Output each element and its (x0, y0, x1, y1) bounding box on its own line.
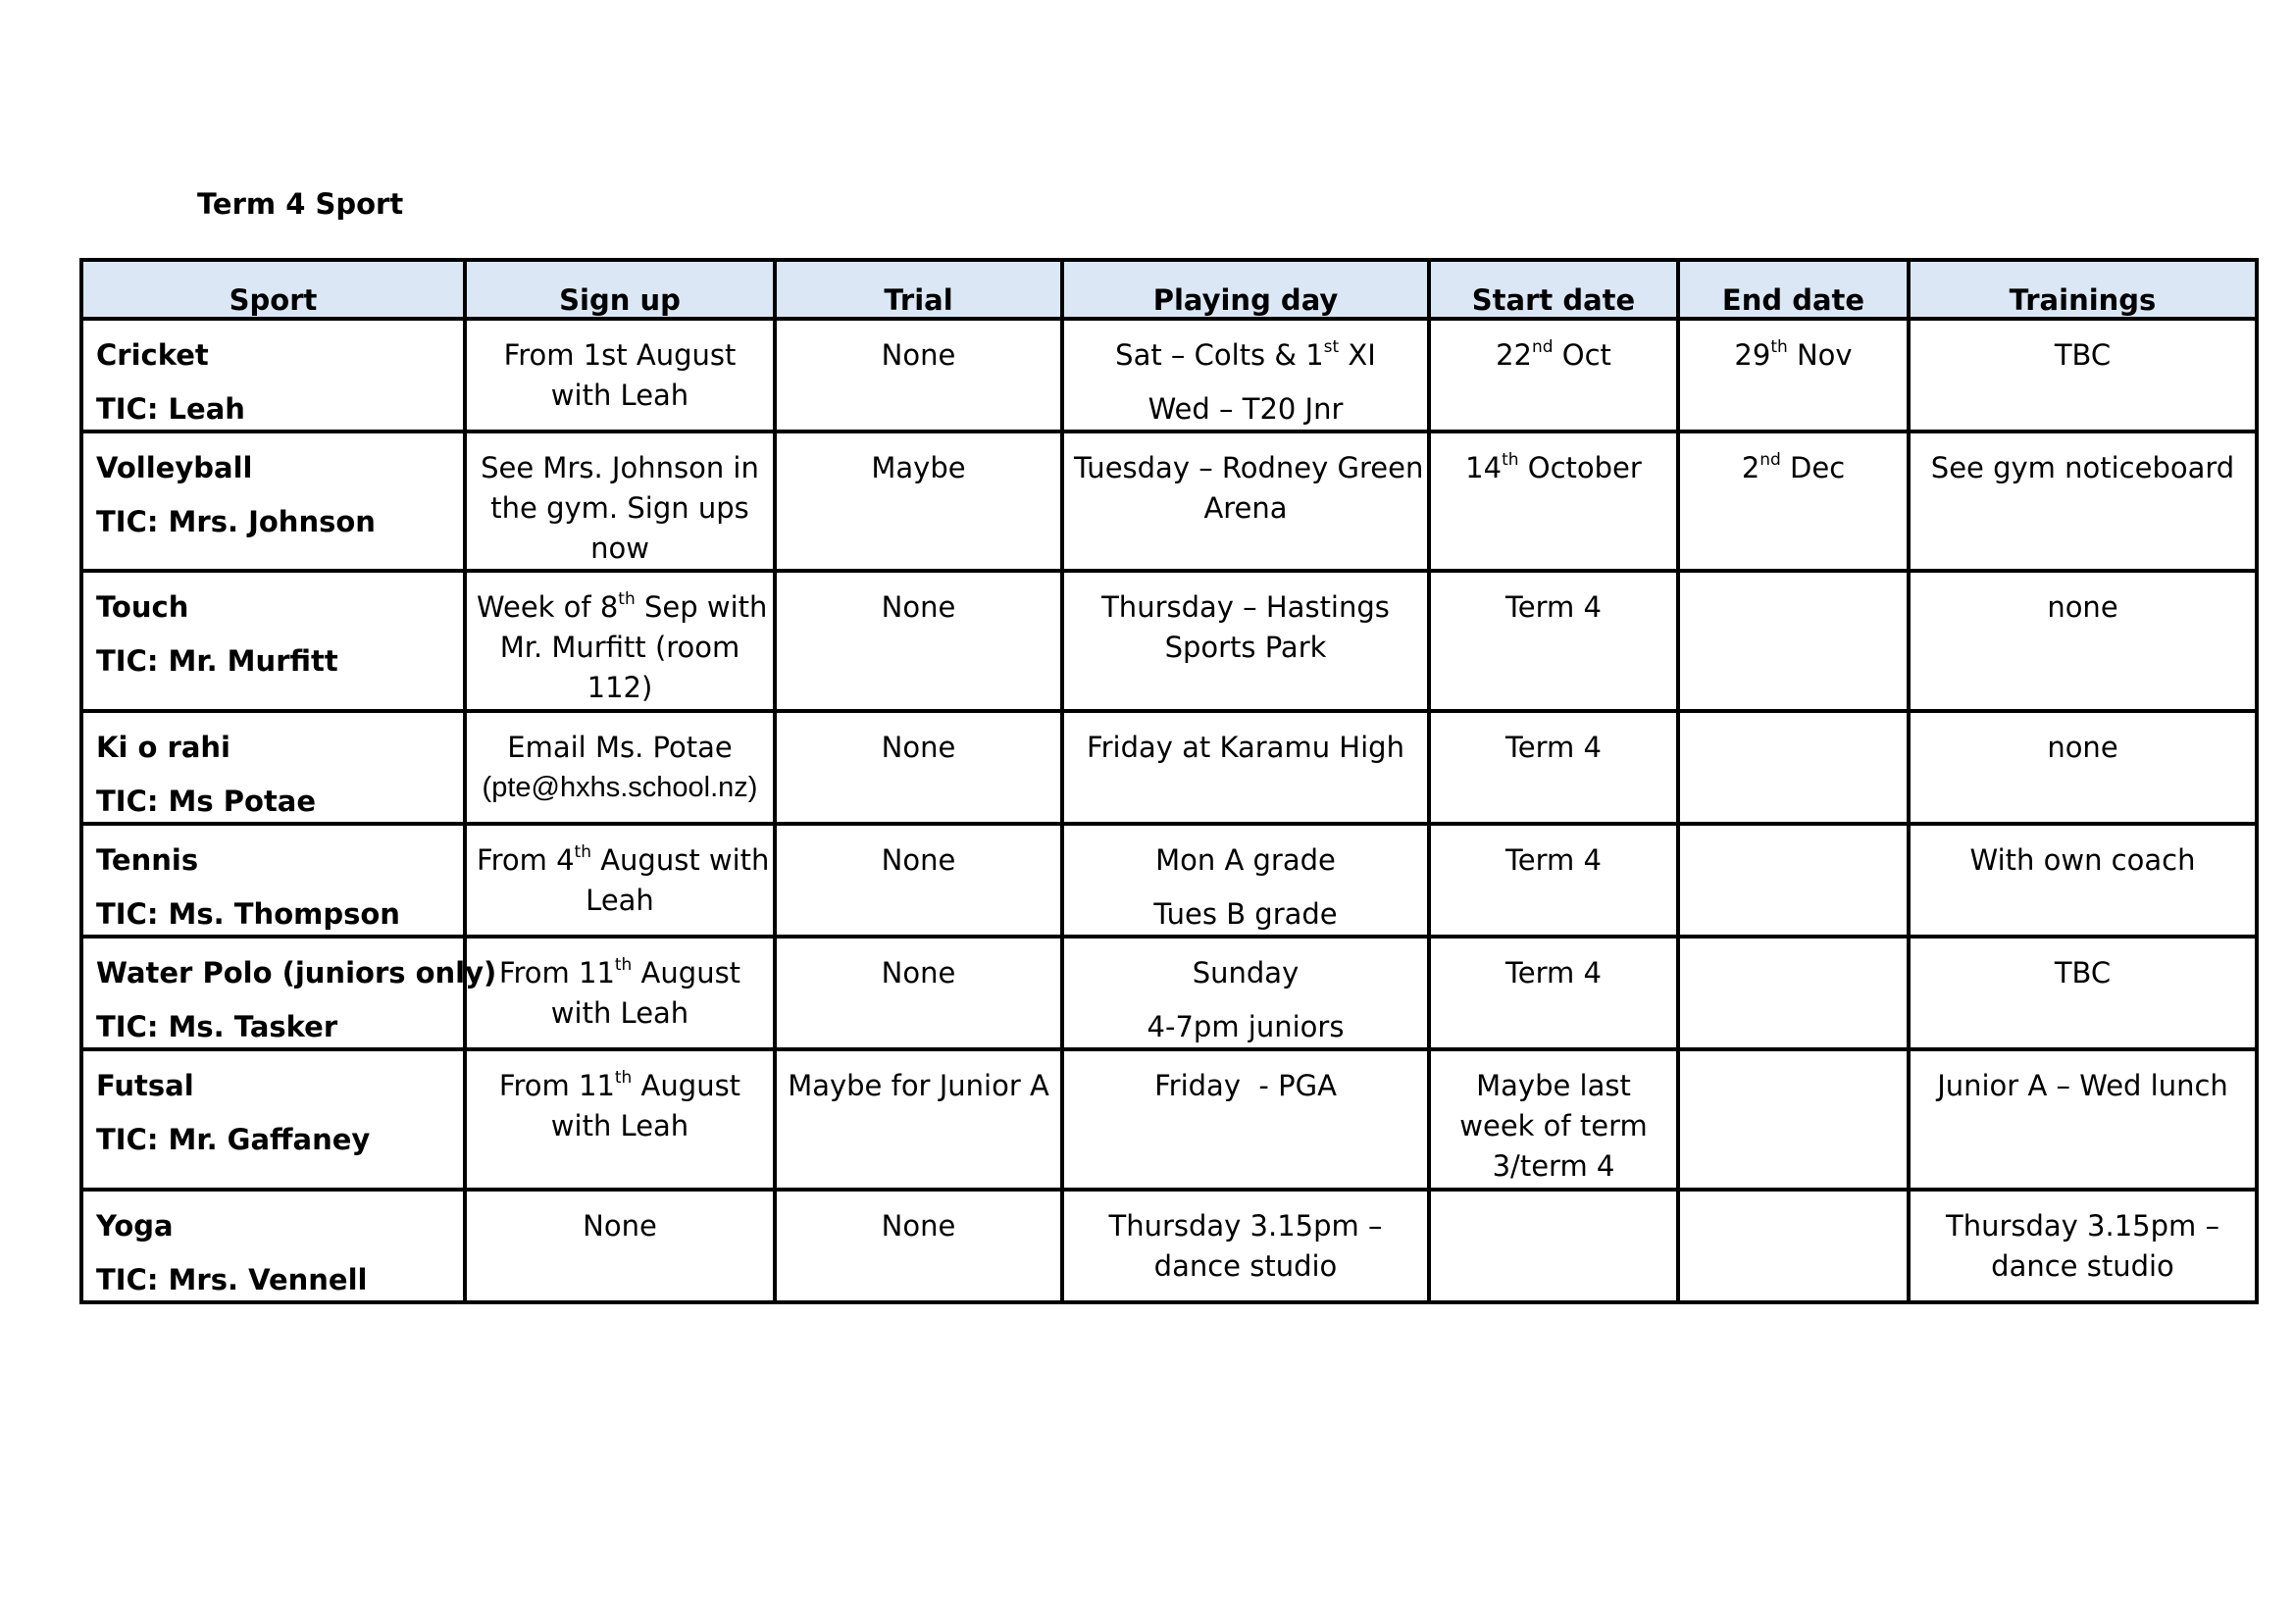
sport-cell (81, 824, 465, 937)
trainings-cell (1909, 319, 2257, 431)
start-date-cell (1429, 711, 1678, 824)
end-date-cell (1678, 431, 1909, 571)
playing-line: Tuesday – Rodney Green (1074, 451, 1424, 484)
tic-name: TIC: Ms. Thompson (96, 897, 400, 931)
header-row (81, 260, 2257, 319)
signup-line: None (583, 1209, 657, 1243)
start-date-cell (1429, 1049, 1678, 1190)
table-row (81, 711, 2257, 824)
trial-value: None (881, 843, 956, 877)
start-date-line: 3/term 4 (1492, 1149, 1615, 1183)
trainings-cell (1909, 431, 2257, 571)
table-row (81, 571, 2257, 711)
playing-line: 4-7pm juniors (1147, 1010, 1345, 1043)
start-date-cell (1429, 824, 1678, 937)
start-date-value: 22nd Oct (1496, 337, 1611, 372)
sport-name: Yoga (96, 1209, 174, 1243)
playing-day-cell (1062, 937, 1429, 1049)
signup-line: From 11th August (498, 955, 741, 990)
playing-line: Thursday 3.15pm – (1108, 1209, 1383, 1243)
signup-line: now (590, 532, 649, 565)
start-date-cell (1429, 431, 1678, 571)
trainings-line: Thursday 3.15pm – (1945, 1209, 2219, 1243)
trainings-cell (1909, 937, 2257, 1049)
sport-name: Futsal (96, 1069, 194, 1102)
playing-day-cell (1062, 571, 1429, 711)
sport-cell (81, 1049, 465, 1190)
table-row (81, 937, 2257, 1049)
tic-name: TIC: Mr. Murfitt (96, 644, 338, 678)
trainings-cell (1909, 824, 2257, 937)
header-playing-day: Playing day (1062, 260, 1429, 319)
signup-cell (465, 1190, 775, 1302)
sport-cell (81, 571, 465, 711)
start-date-value: Term 4 (1505, 731, 1602, 764)
table-row (81, 1190, 2257, 1302)
signup-cell (465, 319, 775, 431)
start-date-line: week of term (1459, 1109, 1648, 1142)
start-date-value: Term 4 (1505, 590, 1602, 624)
sport-cell (81, 319, 465, 431)
header-sign-up: Sign up (465, 260, 775, 319)
trial-cell (775, 937, 1062, 1049)
start-date-value: Term 4 (1505, 843, 1602, 877)
trial-cell (775, 319, 1062, 431)
signup-line: the gym. Sign ups (490, 491, 749, 525)
playing-line: Sunday (1192, 956, 1300, 990)
playing-day-cell (1062, 1190, 1429, 1302)
playing-line: Sat – Colts & 1st XI (1115, 337, 1376, 372)
end-date-cell (1678, 1049, 1909, 1190)
table-row (81, 1049, 2257, 1190)
signup-cell (465, 1049, 775, 1190)
signup-line: From 4th August with (477, 842, 770, 877)
table-row (81, 319, 2257, 431)
signup-cell (465, 571, 775, 711)
start-date-cell (1429, 319, 1678, 431)
tic-name: TIC: Mrs. Vennell (96, 1263, 368, 1296)
signup-line: From 1st August (503, 338, 737, 372)
trial-cell (775, 1190, 1062, 1302)
end-date-value: 2nd Dec (1741, 450, 1846, 484)
end-date-value: 29th Nov (1734, 337, 1853, 372)
start-date-cell (1429, 571, 1678, 711)
trial-value: Maybe (871, 451, 966, 484)
signup-cell (465, 711, 775, 824)
playing-day-cell (1062, 319, 1429, 431)
trial-cell (775, 431, 1062, 571)
header-start-date: Start date (1429, 260, 1678, 319)
signup-line: Leah (586, 884, 654, 917)
playing-day-cell (1062, 711, 1429, 824)
trainings-cell (1909, 571, 2257, 711)
sport-cell (81, 711, 465, 824)
playing-line: Friday at Karamu High (1087, 731, 1404, 764)
start-date-value: 14th October (1465, 450, 1642, 484)
trial-value: None (881, 1209, 956, 1243)
trainings-cell (1909, 711, 2257, 824)
trial-value: None (881, 338, 956, 372)
tic-name: TIC: Ms Potae (96, 785, 317, 818)
playing-line: Mon A grade (1155, 843, 1336, 877)
email-address[interactable]: (pte@hxhs.school.nz) (482, 772, 758, 803)
trainings-value: With own coach (1969, 843, 2196, 877)
tic-name: TIC: Leah (96, 392, 245, 426)
header-trainings: Trainings (1909, 260, 2257, 319)
trial-value: Maybe for Junior A (788, 1069, 1049, 1102)
signup-line: From 11th August (498, 1068, 741, 1102)
start-date-cell (1429, 1190, 1678, 1302)
start-date-value: Term 4 (1505, 956, 1602, 990)
header-end-date: End date (1678, 260, 1909, 319)
sport-name: Touch (96, 590, 189, 624)
signup-line: See Mrs. Johnson in (481, 451, 759, 484)
end-date-cell (1678, 824, 1909, 937)
trainings-value: See gym noticeboard (1930, 451, 2235, 484)
trial-value: None (881, 590, 956, 624)
sport-name: Tennis (96, 843, 199, 877)
trainings-line: dance studio (1991, 1249, 2174, 1283)
sport-name: Ki o rahi (96, 731, 230, 764)
trial-cell (775, 571, 1062, 711)
trial-cell (775, 824, 1062, 937)
signup-line: with Leah (550, 1109, 689, 1142)
signup-line: with Leah (550, 996, 689, 1030)
trial-cell (775, 1049, 1062, 1190)
sport-table (79, 258, 2259, 1304)
signup-cell (465, 824, 775, 937)
playing-line: Arena (1203, 491, 1288, 525)
signup-line: Email Ms. Potae (507, 731, 733, 764)
header-sport: Sport (81, 260, 465, 319)
trainings-value: TBC (2054, 956, 2112, 990)
start-date-line: Maybe last (1476, 1069, 1631, 1102)
end-date-cell (1678, 711, 1909, 824)
sport-cell (81, 1190, 465, 1302)
end-date-cell (1678, 571, 1909, 711)
signup-cell (465, 431, 775, 571)
trainings-cell (1909, 1190, 2257, 1302)
table-row (81, 824, 2257, 937)
signup-line: with Leah (550, 379, 689, 412)
start-date-cell (1429, 937, 1678, 1049)
signup-cell (465, 937, 775, 1049)
sport-name: Water Polo (juniors only) (96, 956, 497, 990)
trainings-value: TBC (2054, 338, 2112, 372)
tic-name: TIC: Ms. Tasker (96, 1010, 338, 1043)
page-title: Term 4 Sport (197, 187, 404, 221)
playing-day-cell (1062, 1049, 1429, 1190)
playing-line: dance studio (1153, 1249, 1338, 1283)
trial-value: None (881, 956, 956, 990)
signup-line: 112) (586, 671, 653, 704)
signup-line: Mr. Murfitt (room (499, 631, 740, 664)
end-date-cell (1678, 937, 1909, 1049)
sport-name: Volleyball (96, 451, 253, 484)
tic-name: TIC: Mr. Gaffaney (96, 1123, 371, 1156)
sport-name: Cricket (96, 338, 209, 372)
end-date-cell (1678, 1190, 1909, 1302)
playing-day-cell (1062, 431, 1429, 571)
trial-cell (775, 711, 1062, 824)
playing-day-cell (1062, 824, 1429, 937)
tic-name: TIC: Mrs. Johnson (96, 505, 376, 538)
trainings-value: none (2047, 731, 2118, 764)
playing-line: Sports Park (1164, 631, 1327, 664)
trainings-value: none (2047, 590, 2118, 624)
sport-cell (81, 431, 465, 571)
sport-cell (81, 937, 497, 1049)
trainings-value: Junior A – Wed lunch (1937, 1069, 2228, 1102)
table-row (81, 431, 2257, 571)
playing-line: Wed – T20 Jnr (1147, 392, 1344, 426)
trainings-cell (1909, 1049, 2257, 1190)
header-trial: Trial (775, 260, 1062, 319)
playing-line: Thursday – Hastings (1101, 590, 1390, 624)
playing-line: Tues B grade (1153, 897, 1338, 931)
end-date-cell (1678, 319, 1909, 431)
signup-line: Week of 8th Sep with (477, 589, 768, 624)
trial-value: None (881, 731, 956, 764)
playing-line: Friday - PGA (1154, 1069, 1337, 1102)
